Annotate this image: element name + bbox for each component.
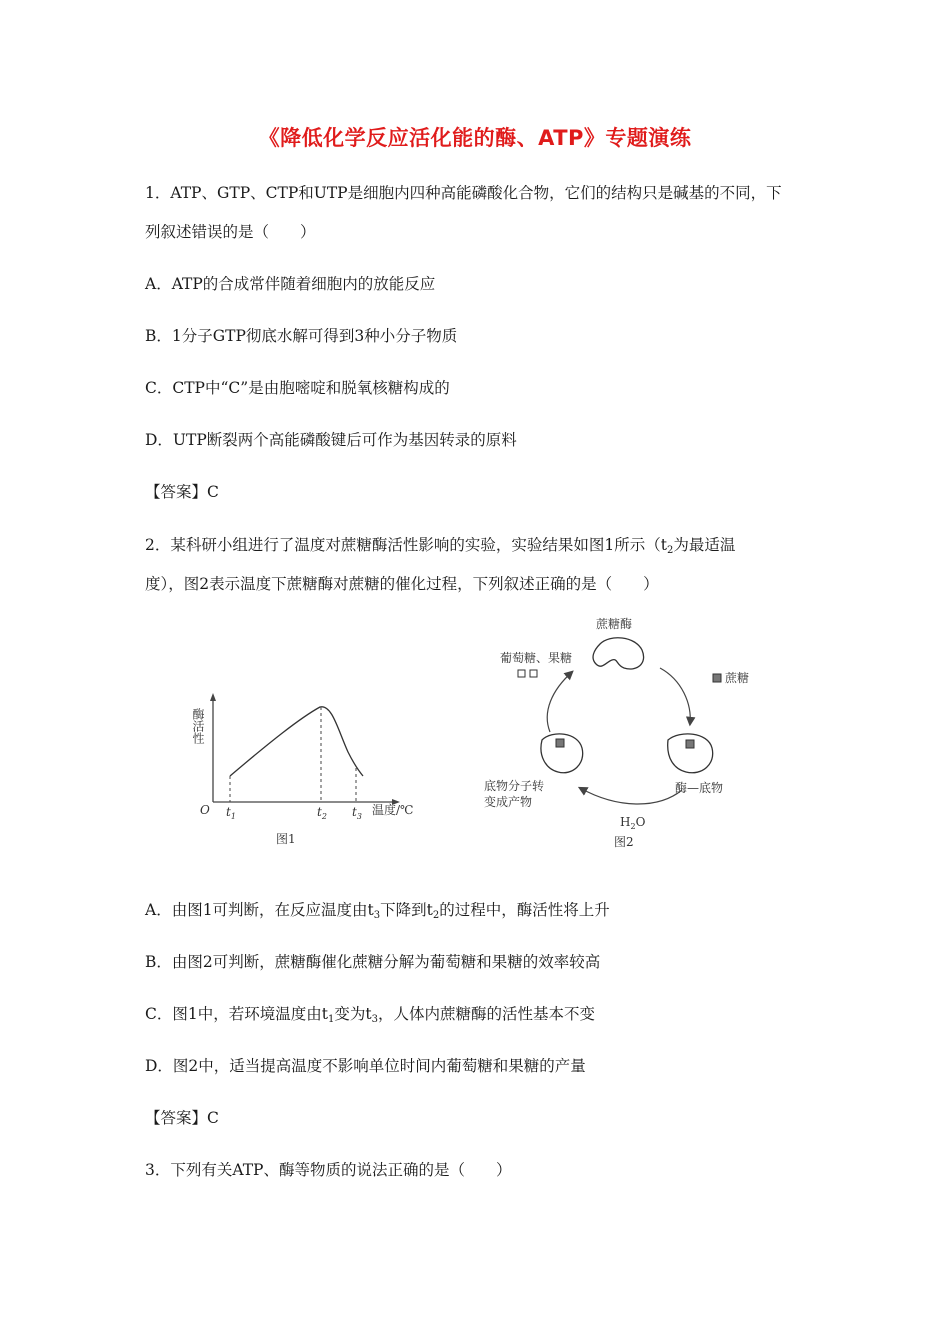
q1-option-c: C．CTP中“C”是由胞嘧啶和脱氧核糖构成的 [145,379,450,397]
figure2-enzyme-label: 蔗糖酶 [596,617,633,631]
q2-answer: 【答案】C [145,1109,219,1127]
q1-stem-line1: 1．ATP、GTP、CTP和UTP是细胞内四种高能磷酸化合物，它们的结构只是碱基的不同，下 [145,184,782,202]
figure1-tick-t3: $t_3$ [352,805,362,821]
figure1-origin: O [200,803,210,817]
figure2-water-label: $H_2O$ [620,815,646,831]
figure2-catalysis-cycle [470,612,800,862]
figure1-tick-t2: $t_2$ [317,805,327,821]
figure2-glucose-square [518,670,525,677]
figure2-caption: 图2 [614,835,634,849]
q2-option-a: A．由图1可判断，在反应温度由$t_3$下降到$t_2$的过程中，酶活性将上升 [145,901,610,921]
figure2-complex-label: 酶—底物 [675,781,724,795]
figure2-sucrose-square [713,674,721,682]
q1-answer: 【答案】C [145,483,219,501]
figure2-transform-substrate [556,739,564,747]
figure2-arrow-enzyme-to-complex [660,668,690,724]
figure1-xlabel: 温度/℃ [372,803,414,817]
q1-option-a: A．ATP的合成常伴随着细胞内的放能反应 [145,275,436,293]
q2-option-d: D．图2中，适当提高温度不影响单位时间内葡萄糖和果糖的产量 [145,1057,586,1075]
figure2-transform-label-1: 底物分子转 [484,779,545,793]
q2-stem-line2: 度），图2表示温度下蔗糖酶对蔗糖的催化过程，下列叙述正确的是（ ） [145,575,659,593]
figure1-tick-t1: $t_1$ [226,805,236,821]
figure2-enzyme-shape [593,638,644,669]
figure2-transform-label-2: 变成产物 [484,795,533,809]
figure1-activity-curve [230,707,363,776]
figure2-arrow-transform-to-products [547,672,572,732]
figure1-ylabel: 酶活性 [191,708,205,744]
q2-stem-line1 [145,533,735,556]
figure2-arrow-complex-to-transform [580,788,682,804]
figure2-products-label: 葡萄糖、果糖 [500,651,573,665]
figure2-complex-substrate [686,740,694,748]
q3-stem: 3．下列有关ATP、酶等物质的说法正确的是（ ） [145,1161,512,1179]
figure2-fructose-square [530,670,537,677]
q2-stem-line1-a: 2．某科研小组进行了温度对蔗糖酶活性影响的实验，实验结果如图1所示（t [145,536,667,554]
q1-stem-line2: 列叙述错误的是（ ） [145,223,316,241]
q2-option-b: B．由图2可判断，蔗糖酶催化蔗糖分解为葡萄糖和果糖的效率较高 [145,953,601,971]
page-title: 《降低化学反应活化能的酶、ATP》专题演练 [258,126,692,150]
figure1-enzyme-activity-chart [190,690,430,860]
q2-option-c: C．图1中，若环境温度由$t_1$变为$t_3$，人体内蔗糖酶的活性基本不变 [145,1005,595,1025]
q1-option-b: B．1分子GTP彻底水解可得到3种小分子物质 [145,327,458,345]
q1-option-d: D．UTP断裂两个高能磷酸键后可作为基因转录的原料 [145,431,517,449]
q2-stem-line1-b: 为最适温 [673,536,736,554]
figure2-substrate-label: 蔗糖 [725,671,750,685]
q2-stem-line1-sub: 2 [666,545,674,556]
figure1-y-axis-arrow [210,693,216,701]
figure1-caption: 图1 [276,832,296,846]
